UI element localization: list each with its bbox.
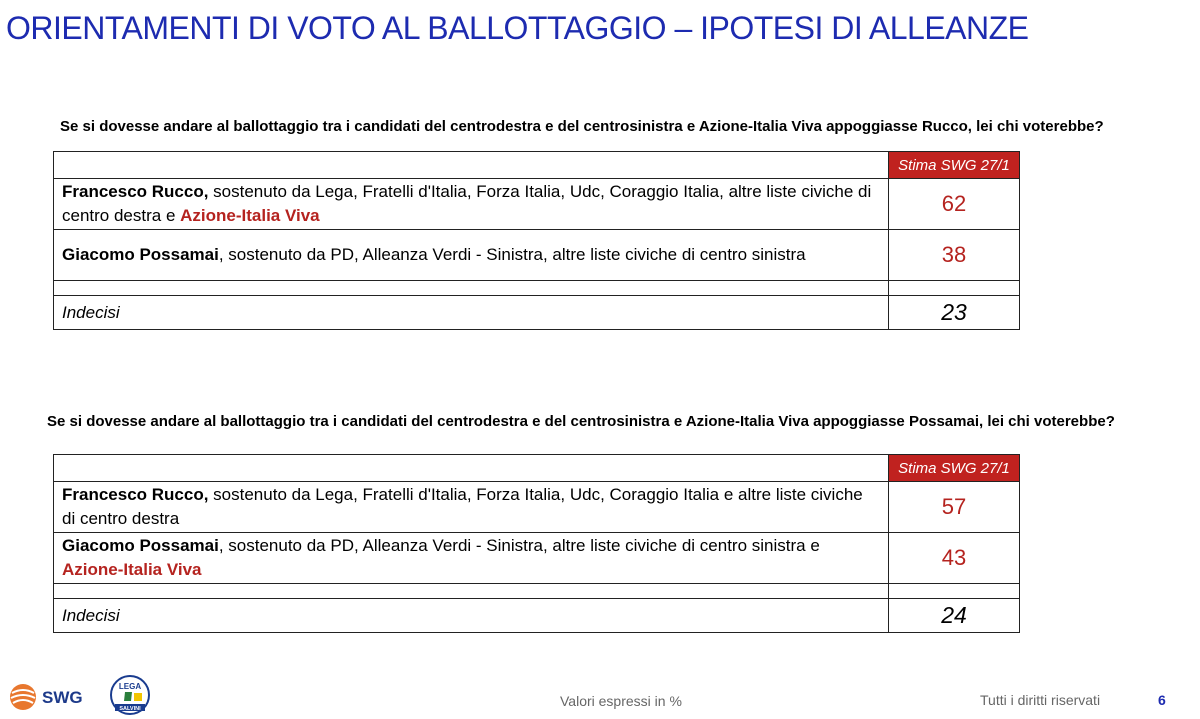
- estimate-header: Stima SWG 27/1: [889, 455, 1020, 482]
- ally-label: Azione-Italia Viva: [62, 560, 202, 579]
- candidate-cell-possamai: [54, 533, 889, 584]
- values-note: Valori espressi in %: [560, 693, 682, 709]
- candidate-cell-possamai: [54, 230, 889, 281]
- candidate-cell-rucco: [54, 482, 889, 533]
- candidate-support: , sostenuto da PD, Alleanza Verdi - Sinistra, altre liste civiche di centro sinistra e: [218, 536, 820, 555]
- swg-logo: [8, 680, 92, 714]
- candidate-name: Giacomo Possamai: [62, 245, 219, 264]
- question-scenario-2: Se si dovesse andare al ballottaggio tra i candidati del centrodestra e del centrosinistra e Azione-Italia Viva appoggiasse Possamai, lei chi voterebbe?: [47, 413, 1115, 430]
- undecided-value: 24: [889, 599, 1020, 633]
- svg-text:SALVINI: SALVINI: [119, 706, 141, 712]
- candidate-support: sostenuto da Lega, Fratelli d'Italia, Forza Italia, Udc, Coraggio Italia e altre liste civiche di centro destra: [62, 485, 863, 528]
- lega-salvini-logo: [110, 674, 150, 716]
- estimate-value: 57: [889, 482, 1020, 533]
- table-row: [54, 179, 1020, 230]
- undecided-row: [54, 599, 1020, 633]
- candidate-name: Francesco Rucco,: [62, 182, 209, 201]
- candidate-support: sostenuto da Lega, Fratelli d'Italia, Forza Italia, Udc, Coraggio Italia, altre liste civiche di centro destra e: [62, 182, 872, 225]
- estimate-header: Stima SWG 27/1: [889, 152, 1020, 179]
- table-header-row: [54, 455, 1020, 482]
- header-empty-cell: [54, 152, 889, 179]
- undecided-label: Indecisi: [54, 599, 889, 633]
- table-row: [54, 533, 1020, 584]
- ally-label: Azione-Italia Viva: [180, 206, 320, 225]
- undecided-label: Indecisi: [54, 296, 889, 330]
- candidate-support: , sostenuto da PD, Alleanza Verdi - Sinistra, altre liste civiche di centro sinistra: [218, 245, 806, 264]
- spacer-row: [54, 281, 1020, 296]
- estimate-value: 38: [889, 230, 1020, 281]
- table-row: [54, 482, 1020, 533]
- candidate-name: Francesco Rucco,: [62, 485, 209, 504]
- undecided-value: 23: [889, 296, 1020, 330]
- poll-table-scenario-2: [53, 454, 1020, 633]
- table-header-row: [54, 152, 1020, 179]
- page-title: ORIENTAMENTI DI VOTO AL BALLOTTAGGIO – IPOTESI DI ALLEANZE: [6, 10, 1029, 46]
- svg-text:LEGA: LEGA: [118, 682, 142, 691]
- estimate-value: 43: [889, 533, 1020, 584]
- candidate-cell-rucco: [54, 179, 889, 230]
- swg-logo-text: SWG: [42, 688, 83, 707]
- undecided-row: [54, 296, 1020, 330]
- candidate-name: Giacomo Possamai: [62, 536, 219, 555]
- poll-table-scenario-1: [53, 151, 1020, 330]
- header-empty-cell: [54, 455, 889, 482]
- table-row: [54, 230, 1020, 281]
- spacer-row: [54, 584, 1020, 599]
- page-number: 6: [1158, 692, 1166, 708]
- estimate-value: 62: [889, 179, 1020, 230]
- rights-note: Tutti i diritti riservati: [980, 692, 1101, 708]
- swg-globe-icon: [8, 682, 38, 712]
- question-scenario-1: Se si dovesse andare al ballottaggio tra i candidati del centrodestra e del centrosinistra e Azione-Italia Viva appoggiasse Rucco, lei chi voterebbe?: [60, 118, 1104, 135]
